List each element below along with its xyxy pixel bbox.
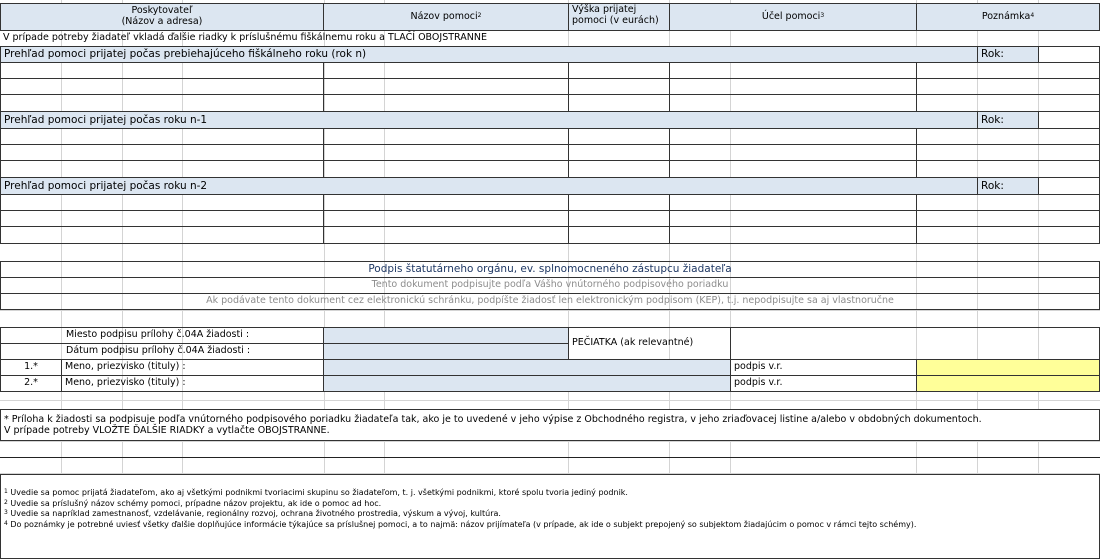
section-title-year-n-1: Prehľad pomoci prijatej počas roku n-1 [0,111,978,129]
amount-input[interactable] [568,160,670,178]
amount-input[interactable] [568,226,670,244]
note-input[interactable] [916,144,1100,161]
aid-name-input[interactable] [323,160,569,178]
purpose-input[interactable] [669,128,917,145]
aid-name-input[interactable] [323,94,569,112]
provider-input[interactable] [0,128,324,145]
aid-name-input[interactable] [323,62,569,79]
note-input[interactable] [916,160,1100,178]
amount-input[interactable] [568,128,670,145]
provider-input[interactable] [0,160,324,178]
footnote-2: $^2$ Uvedie sa príslušný názov schémy pomoci, prípadne názov projektu, ak ide o pomoc ad hoc. [4,498,382,508]
note-input[interactable] [916,226,1100,244]
note-input[interactable] [916,78,1100,95]
purpose-input[interactable] [669,62,917,79]
section-title-year-n-2: Prehľad pomoci prijatej počas roku n-2 [0,177,978,195]
provider-input[interactable] [0,144,324,161]
year-input[interactable] [1038,111,1100,129]
footnote-4: $^4$ Do poznámky je potrebné uviesť všetky ďalšie doplňujúce informácie týkajúce sa príslušnej pomoci, a to najmä: názov prijímateľa (v prípade, ak ide o subjekt prepojený so subjektom žiadajúcim o pomoc v rámci tejto schémy). [4,519,917,529]
year-label: Rok: [977,177,1039,195]
note-input[interactable] [916,94,1100,112]
column-header-note [916,3,1100,31]
aid-name-input[interactable] [323,226,569,244]
signature-title: Podpis štatutárneho orgánu, ev. splnomocneného zástupcu žiadateľa [0,261,1100,278]
asterisk-note-line1: * Príloha k žiadosti sa podpisuje podľa vnútorného podpisového poriadku žiadateľa tak, ako je to uvedené v jeho výpise z Obchodného registra, v jeho zriaďovacej listine a/alebo v obdobných dokumentoch. [4,414,982,425]
aid-name-label: Názov pomoci [410,10,478,22]
column-header-amount: Výška prijatej pomoci (v eurách) [568,3,670,31]
footnotes [0,474,1100,559]
purpose-label: Účel pomoci [761,10,821,22]
year-input[interactable] [1038,46,1100,63]
column-header-aid-name [323,3,569,31]
note-input[interactable] [916,62,1100,79]
note-input[interactable] [916,194,1100,211]
date-input[interactable] [323,343,569,360]
signature-label: podpis v.r. [730,375,917,392]
divider [0,457,1100,458]
amount-input[interactable] [568,78,670,95]
signature-note-electronic: Ak podávate tento dokument cez elektronickú schránku, podpíšte žiadosť len elektronickým podpisom (KEP), t.j. nepodpisujte sa aj vlastnoručne [0,293,1100,310]
signer-name-input[interactable] [323,359,731,376]
column-header-provider [0,3,324,31]
amount-input[interactable] [568,210,670,227]
place-input[interactable] [323,327,569,344]
purpose-input[interactable] [669,194,917,211]
stamp-label: PEČIATKA (ak relevantné) [568,327,731,360]
instruction-text: V prípade potreby žiadateľ vkladá ďalšie riadky k príslušnému fiškálnemu roku a TLAČÍ OBOJSTRANNE [3,32,487,44]
signer-name-label: Meno, priezvisko (tituly) : [61,375,324,392]
purpose-input[interactable] [669,210,917,227]
signature-field[interactable] [916,375,1100,392]
note-label: Poznámka [981,10,1031,22]
signer-number: 2.* [0,375,62,392]
aid-name-input[interactable] [323,194,569,211]
signer-name-input[interactable] [323,375,731,392]
aid-name-input[interactable] [323,78,569,95]
signer-name-label: Meno, priezvisko (tituly) : [61,359,324,376]
purpose-input[interactable] [669,144,917,161]
footnote-ref: 3 [820,11,825,19]
provider-input[interactable] [0,194,324,211]
purpose-input[interactable] [669,78,917,95]
provider-input[interactable] [0,210,324,227]
provider-sublabel: (Názov a adresa) [121,16,203,27]
footnote-ref: 2 [477,11,482,19]
purpose-input[interactable] [669,94,917,112]
signature-label: podpis v.r. [730,359,917,376]
provider-input[interactable] [0,94,324,112]
section-title-year-n: Prehľad pomoci prijatej počas prebiehajúceho fiškálneho roku (rok n) [0,46,978,63]
purpose-input[interactable] [669,160,917,178]
note-input[interactable] [916,128,1100,145]
amount-input[interactable] [568,194,670,211]
column-header-purpose [669,3,917,31]
footnote-1: $^1$ Uvedie sa pomoc prijatá žiadateľom, ako aj všetkými podnikmi tvoriacimi skupinu so žiadateľom, t. j. všetkými podnikmi, ktoré spolu tvoria jediný podnik. [4,488,628,497]
provider-input[interactable] [0,226,324,244]
signature-note-internal: Tento dokument podpisujte podľa Vášho vnútorného podpisového poriadku [0,277,1100,294]
aid-name-input[interactable] [323,210,569,227]
signer-number: 1.* [0,359,62,376]
aid-name-input[interactable] [323,128,569,145]
aid-name-input[interactable] [323,144,569,161]
year-label: Rok: [977,111,1039,129]
footnote-3: $^3$ Uvedie sa napríklad zamestnanosť, vzdelávanie, regionálny rozvoj, ochrana životného prostredia, výskum a vývoj, kultúra. [4,509,501,518]
amount-input[interactable] [568,144,670,161]
note-input[interactable] [916,210,1100,227]
stamp-area[interactable] [730,327,1100,360]
amount-input[interactable] [568,94,670,112]
date-label: Dátum podpisu prílohy č.04A žiadosti : [0,343,324,360]
place-label: Miesto podpisu prílohy č.04A žiadosti : [0,327,324,344]
purpose-input[interactable] [669,226,917,244]
provider-input[interactable] [0,62,324,79]
provider-label: Poskytovateľ [131,5,193,17]
provider-input[interactable] [0,78,324,95]
footnote-ref: 4 [1030,11,1035,19]
signature-field[interactable] [916,359,1100,376]
year-label: Rok: [977,46,1039,63]
amount-input[interactable] [568,62,670,79]
year-input[interactable] [1038,177,1100,195]
asterisk-note [0,409,1100,441]
asterisk-note-line2: V prípade potreby VLOŽTE ĎALŠIE RIADKY a vytlačte OBOJSTRANNE. [4,424,330,436]
